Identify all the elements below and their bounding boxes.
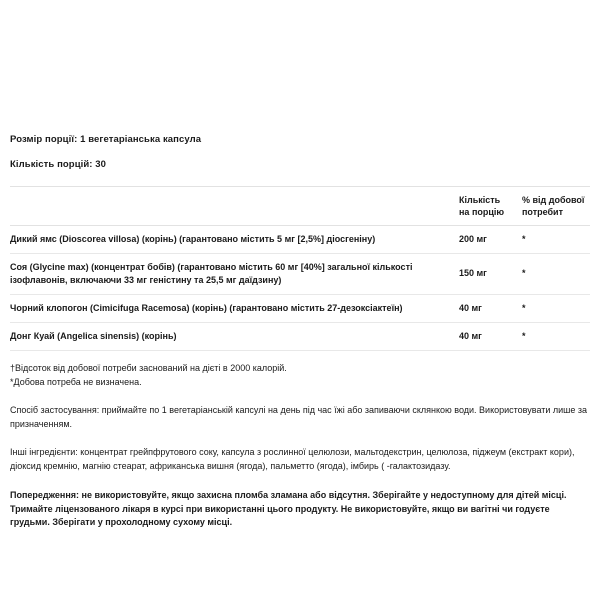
header-amount-per-serving bbox=[459, 186, 522, 225]
ingredient-daily-value: * bbox=[522, 295, 590, 323]
servings-per-container-line: Кількість порцій: 30 bbox=[10, 158, 107, 170]
header-daily-value bbox=[522, 186, 590, 225]
table-row bbox=[10, 225, 590, 253]
ingredient-daily-value: * bbox=[522, 225, 590, 253]
table-row bbox=[10, 295, 590, 323]
footnote-asterisk: *Добова потреба не визначена. bbox=[10, 376, 142, 387]
ingredient-name: Донг Куай (Angelica sinensis) (корінь) bbox=[10, 323, 459, 351]
supplement-facts-table bbox=[10, 186, 590, 352]
directions-paragraph: Спосіб застосування: приймайте по 1 вегетаріанській капсулі на день під час їжі або запиваючи склянкою води. Використовувати лише за призначенням. bbox=[10, 405, 588, 429]
ingredient-amount: 200 мг bbox=[459, 225, 522, 253]
table-header-row bbox=[10, 186, 590, 225]
ingredient-amount: 40 мг bbox=[459, 295, 522, 323]
warning-paragraph: Попередження: не використовуйте, якщо захисна пломба зламана або відсутня. Зберігайте у недоступному для дітей місці. Тримайте ліцензованого лікаря в курсі при використанні цього продукту. Не використовуйте, якщо ви вагітні чи годуєте грудьми. Зберігати у прохолодному сухому місці. bbox=[10, 489, 567, 528]
serving-size-line: Розмір порції: 1 вегетаріанська капсула bbox=[10, 134, 202, 145]
header-daily-value-line2: потребит bbox=[522, 206, 564, 217]
header-amount-line2: на порцію bbox=[459, 206, 505, 217]
footnote-dagger: †Відсоток від добової потреби заснований на дієті в 2000 калорій. bbox=[10, 363, 287, 374]
table-row bbox=[10, 253, 590, 294]
ingredient-daily-value: * bbox=[522, 323, 590, 351]
header-amount-line1: Кількість bbox=[459, 194, 501, 205]
header-ingredient-blank bbox=[10, 186, 459, 225]
ingredient-name: Дикий ямс (Dioscorea villosa) (корінь) (гарантовано містить 5 мг [2,5%] діосгеніну) bbox=[10, 225, 459, 253]
ingredient-name: Чорний клопогон (Cimicifuga Racemosa) (корінь) (гарантовано містить 27-дезоксіактеїн) bbox=[10, 295, 459, 323]
other-ingredients-paragraph: Інші інгредієнти: концентрат грейпфрутового соку, капсула з рослинної целюлози, мальтодекстрин, целюлоза, піджеум (екстракт кори), діоксид кремнію, магнію стеарат, африканська вишня (ягода), пальметто (ягода), імбирь ( -галактозидазу. bbox=[10, 447, 575, 472]
ingredient-daily-value: * bbox=[522, 253, 590, 294]
ingredient-amount: 40 мг bbox=[459, 323, 522, 351]
content-area bbox=[10, 134, 590, 530]
ingredient-name: Соя (Glycine max) (концентрат бобів) (гарантовано містить 60 мг [40%] загальної кількості ізофлавонів, включаючи 33 мг геністину та 25,5 мг даїдзину) bbox=[10, 253, 459, 294]
header-daily-value-line1: % від добової bbox=[522, 194, 585, 205]
footnotes-block bbox=[10, 362, 590, 389]
table-row bbox=[10, 323, 590, 351]
ingredient-amount: 150 мг bbox=[459, 253, 522, 294]
